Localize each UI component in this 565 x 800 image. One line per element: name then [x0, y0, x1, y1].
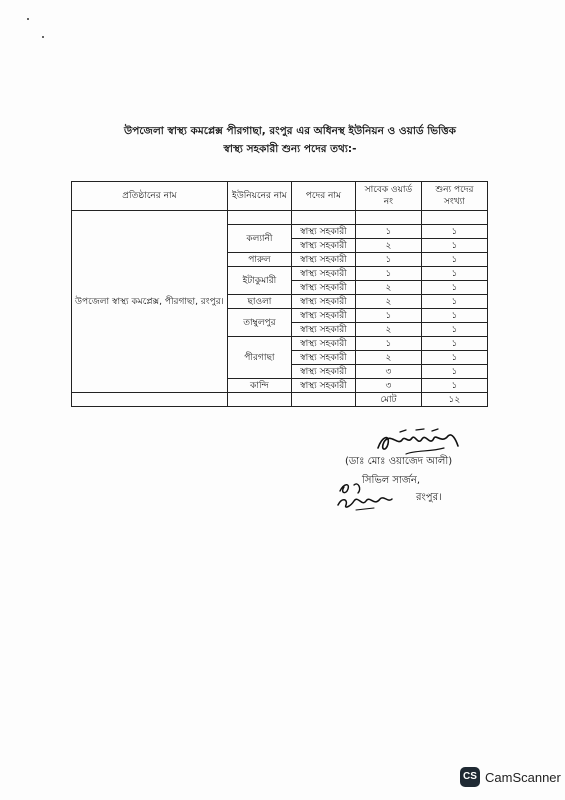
signatory-location: রংপুর।	[416, 492, 442, 503]
union-cell: কল্যানী	[227, 225, 291, 253]
header-ward: সাবেক ওয়ার্ড নং	[355, 182, 421, 211]
total-row	[72, 393, 488, 407]
title-line-1: উপজেলা স্বাস্থ্য কমপ্লেক্স পীরগাছা, রংপুর এর অধিনস্থ ইউনিয়ন ও ওয়ার্ড ভিত্তিক	[124, 125, 456, 137]
signatory-name: (ডাঃ মোঃ ওয়াজেদ আলী)	[345, 456, 453, 467]
ward-cell: ১	[355, 225, 421, 239]
vacancy-cell: ১	[421, 379, 487, 393]
union-cell: ইটাকুমারী	[227, 267, 291, 295]
document-title	[110, 122, 470, 158]
vacancy-cell: ১	[421, 281, 487, 295]
vacancy-cell: ১	[421, 239, 487, 253]
vacancy-table	[71, 181, 488, 407]
vacancy-cell: ১	[421, 309, 487, 323]
ward-cell: ২	[355, 281, 421, 295]
institution-cell: উপজেলা স্বাস্থ্য কমপ্লেক্স, পীরগাছা, রংপুর।	[72, 211, 228, 393]
ward-cell: ২	[355, 295, 421, 309]
signatory-designation: সিভিল সার্জন,	[362, 475, 421, 486]
post-cell: স্বাস্থ্য সহকারী	[291, 295, 355, 309]
ward-cell: ১	[355, 337, 421, 351]
camscanner-watermark	[460, 767, 561, 787]
ward-cell: ১	[355, 309, 421, 323]
post-cell: স্বাস্থ্য সহকারী	[291, 323, 355, 337]
title-line-2: স্বাস্থ্য সহকারী শুন্য পদের তথ্য:-	[223, 143, 357, 155]
total-value: ১২	[421, 393, 487, 407]
ward-cell: ৩	[355, 365, 421, 379]
vacancy-cell: ১	[421, 337, 487, 351]
header-union: ইউনিয়নের নাম	[227, 182, 291, 211]
union-cell: কান্দি	[227, 379, 291, 393]
ward-cell: ২	[355, 239, 421, 253]
vacancy-cell: ১	[421, 323, 487, 337]
ward-cell: ২	[355, 323, 421, 337]
handwritten-initials	[334, 477, 410, 513]
post-cell: স্বাস্থ্য সহকারী	[291, 365, 355, 379]
header-post: পদের নাম	[291, 182, 355, 211]
scan-speck	[42, 36, 44, 38]
ward-cell: ১	[355, 253, 421, 267]
union-cell: পীরগাছা	[227, 337, 291, 379]
total-label: মোট	[355, 393, 421, 407]
vacancy-cell: ১	[421, 295, 487, 309]
vacancy-cell: ১	[421, 365, 487, 379]
ward-cell: ৩	[355, 379, 421, 393]
post-cell: স্বাস্থ্য সহকারী	[291, 267, 355, 281]
camscanner-logo-icon: CS	[460, 767, 480, 787]
vacancy-cell: ১	[421, 351, 487, 365]
post-cell: স্বাস্থ্য সহকারী	[291, 309, 355, 323]
post-cell: স্বাস্থ্য সহকারী	[291, 337, 355, 351]
vacancy-cell: ১	[421, 267, 487, 281]
post-cell: স্বাস্থ্য সহকারী	[291, 351, 355, 365]
union-cell: ছাওলা	[227, 295, 291, 309]
post-cell: স্বাস্থ্য সহকারী	[291, 225, 355, 239]
header-institution: প্রতিষ্ঠানের নাম	[72, 182, 228, 211]
table-header-row	[72, 182, 488, 211]
post-cell: স্বাস্থ্য সহকারী	[291, 253, 355, 267]
ward-cell: ২	[355, 351, 421, 365]
post-cell: স্বাস্থ্য সহকারী	[291, 281, 355, 295]
header-vacancy: শুন্য পদের সংখ্যা	[421, 182, 487, 211]
post-cell: স্বাস্থ্য সহকারী	[291, 379, 355, 393]
camscanner-text: CamScanner	[485, 769, 561, 785]
ward-cell: ১	[355, 267, 421, 281]
post-cell: স্বাস্থ্য সহকারী	[291, 239, 355, 253]
union-cell: পারুল	[227, 253, 291, 267]
scan-speck	[27, 18, 29, 20]
union-cell: তাম্বুলপুর	[227, 309, 291, 337]
spacer-row	[72, 211, 488, 225]
vacancy-cell: ১	[421, 225, 487, 239]
vacancy-cell: ১	[421, 253, 487, 267]
